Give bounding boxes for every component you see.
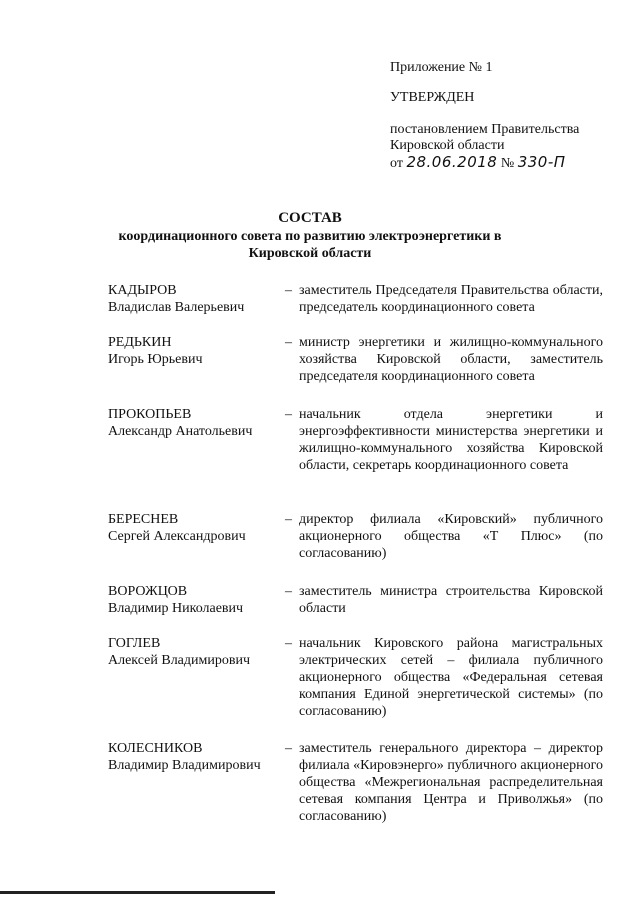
- member-surname: РЕДЬКИН: [108, 335, 172, 350]
- member-dash: –: [285, 636, 292, 651]
- member-row: [108, 740, 603, 835]
- member-person: [108, 583, 283, 617]
- member-given-name: Алексей Владимирович: [108, 653, 251, 668]
- member-row: [108, 406, 603, 511]
- approval-line-1: постановлением Правительства: [390, 122, 580, 137]
- member-surname: БЕРЕСНЕВ: [108, 512, 179, 527]
- member-person: [108, 740, 283, 774]
- approval-line-2: Кировской области: [390, 138, 505, 153]
- council-roster: [108, 282, 603, 835]
- document-title: [105, 210, 515, 262]
- member-dash: –: [285, 512, 292, 527]
- member-surname: ВОРОЖЦОВ: [108, 584, 188, 599]
- handwritten-date: 28.06.2018: [406, 153, 498, 171]
- member-surname: ПРОКОПЬЕВ: [108, 407, 192, 422]
- number-prefix: №: [500, 156, 515, 171]
- title-sub: координационного совета по развитию электроэнергетики в Кировской области: [118, 229, 502, 261]
- appendix-label: Приложение № 1: [390, 60, 493, 75]
- member-dash: –: [285, 283, 292, 298]
- member-row: [108, 635, 603, 740]
- member-given-name: Владимир Николаевич: [108, 601, 244, 616]
- member-person: [108, 334, 283, 368]
- date-prefix: от: [390, 156, 403, 171]
- member-surname: КАДЫРОВ: [108, 283, 177, 298]
- member-surname: ГОГЛЕВ: [108, 636, 161, 651]
- member-dash: –: [285, 584, 292, 599]
- member-surname: КОЛЕСНИКОВ: [108, 741, 203, 756]
- member-role: директор филиала «Кировский» публичного акционерного общества «Т Плюс» (по согласованию): [299, 512, 603, 561]
- member-dash: –: [285, 407, 292, 422]
- member-role: заместитель генерального директора – директор филиала «Кировэнерго» публичного акционерного общества «Межрегиональная распределительная сетевая компания Центра и Приволжья» (по согласованию): [299, 741, 603, 824]
- member-dash: –: [285, 741, 292, 756]
- approval-block: [390, 60, 620, 172]
- member-row: [108, 583, 603, 635]
- member-role: начальник Кировского района магистральных электрических сетей – филиала публичного акционерного общества «Федеральная сетевая компания Единой энергетической системы» (по согласованию): [299, 636, 603, 719]
- member-role: начальник отдела энергетики и энергоэффективности министерства энергетики и жилищно-коммунального хозяйства Кировской области, секретарь координационного совета: [299, 407, 603, 473]
- member-role: заместитель министра строительства Кировской области: [299, 584, 603, 616]
- member-person: [108, 635, 283, 669]
- approval-date-line: [390, 154, 620, 172]
- member-given-name: Владислав Валерьевич: [108, 300, 245, 315]
- member-role: заместитель Председателя Правительства области, председатель координационного совета: [299, 283, 603, 315]
- title-main: СОСТАВ: [278, 210, 342, 226]
- handwritten-number: 330-П: [517, 153, 566, 171]
- member-row: [108, 511, 603, 583]
- member-row: [108, 334, 603, 406]
- member-person: [108, 511, 283, 545]
- member-given-name: Александр Анатольевич: [108, 424, 253, 439]
- bottom-scan-line: [0, 891, 275, 894]
- member-given-name: Сергей Александрович: [108, 529, 246, 544]
- member-given-name: Игорь Юрьевич: [108, 352, 203, 367]
- member-person: [108, 406, 283, 440]
- member-person: [108, 282, 283, 316]
- member-given-name: Владимир Владимирович: [108, 758, 261, 773]
- member-row: [108, 282, 603, 334]
- member-role: министр энергетики и жилищно-коммунального хозяйства Кировской области, заместитель председателя координационного совета: [299, 335, 603, 384]
- approved-label: УТВЕРЖДЕН: [390, 90, 475, 105]
- member-dash: –: [285, 335, 292, 350]
